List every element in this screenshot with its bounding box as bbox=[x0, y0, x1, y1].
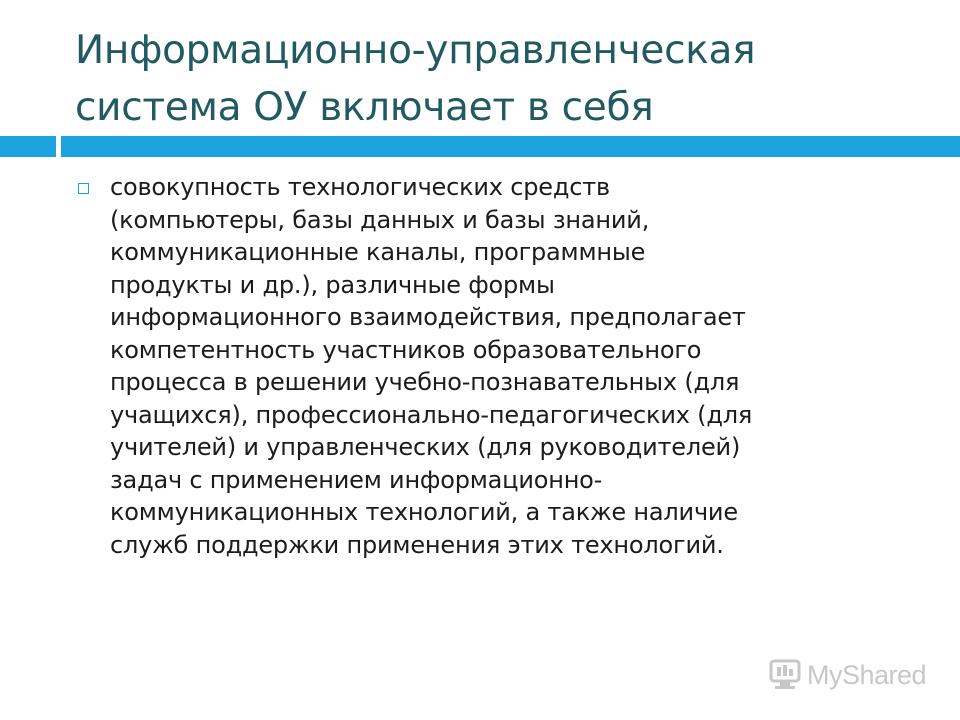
watermark bbox=[768, 655, 926, 695]
bullet-text-line: задач с применением информационно- bbox=[110, 465, 603, 494]
slide-title-line-2: система ОУ включает в себя bbox=[75, 85, 654, 130]
bullet-text-line: информационного взаимодействия, предполагает bbox=[110, 303, 746, 331]
bullet-text-line: компетентность участников образовательного bbox=[110, 335, 702, 364]
slide-title-line-1: Информационно-управленческая bbox=[75, 28, 756, 73]
hollow-square-bullet-icon bbox=[78, 183, 89, 194]
accent-bar-right bbox=[61, 136, 960, 157]
bullet-text-line: коммуникационных технологий, а также наличие bbox=[110, 498, 738, 526]
accent-bar-left bbox=[0, 136, 56, 157]
myshared-logo-icon bbox=[768, 659, 802, 691]
bullet-text-line: совокупность технологических средств bbox=[110, 173, 610, 201]
bullet-text-line: коммуникационные каналы, программные bbox=[110, 238, 646, 266]
bullet-text-line: продукты и др.), различные формы bbox=[110, 270, 555, 299]
bullet-text-line: процесса в решении учебно-познавательных (для bbox=[110, 368, 740, 396]
bullet-text-line: учителей) и управленческих (для руководителей) bbox=[110, 433, 741, 461]
bullet-text-line: (компьютеры, базы данных и базы знаний, bbox=[110, 205, 650, 234]
bullet-text-line: служб поддержки применения этих технологий. bbox=[110, 530, 724, 559]
watermark-text: MyShared bbox=[807, 659, 927, 690]
slide-title bbox=[75, 22, 935, 136]
bullet-text-line: учащихся), профессионально-педагогических (для bbox=[110, 400, 753, 429]
bullet-text bbox=[110, 171, 930, 561]
